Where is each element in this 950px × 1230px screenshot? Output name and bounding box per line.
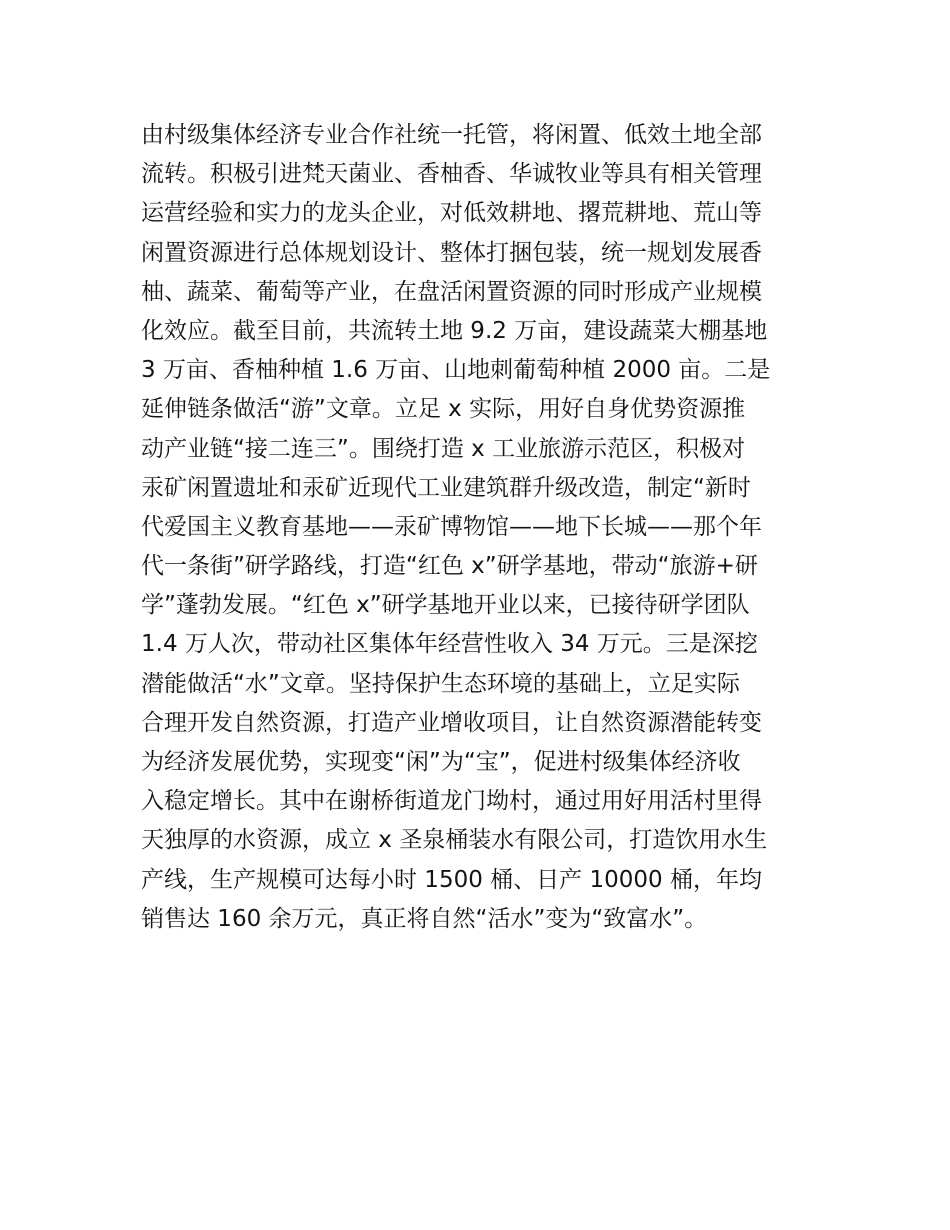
text-line-16: 合理开发自然资源，打造产业增收项目，让自然资源潜能转变 xyxy=(141,709,762,736)
text-line-6: 化效应。截至目前，共流转土地 9.2 万亩，建设蔬菜大棚基地 xyxy=(141,317,768,344)
text-line-13: 学”蓬勃发展。“红色 x”研学基地开业以来，已接待研学团队 xyxy=(141,592,750,619)
text-line-1: 由村级集体经济专业合作社统一托管，将闲置、低效土地全部 xyxy=(141,122,762,148)
body-paragraph xyxy=(141,116,821,939)
text-line-11: 代爱国主义教育基地——汞矿博物馆——地下长城——那个年 xyxy=(141,513,762,540)
text-line-8: 延伸链条做活“游”文章。立足 x 实际，用好自身优势资源推 xyxy=(141,396,746,423)
text-line-5: 柚、蔬菜、葡萄等产业，在盘活闲置资源的同时形成产业规模 xyxy=(141,278,762,305)
text-line-17: 为经济发展优势，实现变“闲”为“宝”，促进村级集体经济收 xyxy=(141,749,741,775)
text-line-12: 代一条街”研学路线，打造“红色 x”研学基地，带动“旅游+研 xyxy=(141,553,758,580)
text-line-3: 运营经验和实力的龙头企业，对低效耕地、撂荒耕地、荒山等 xyxy=(141,200,762,227)
text-line-14: 1.4 万人次，带动社区集体年经营性收入 34 万元。三是深挖 xyxy=(141,631,758,658)
text-line-7: 3 万亩、香柚种植 1.6 万亩、山地刺葡萄种植 2000 亩。二是 xyxy=(141,357,771,384)
text-line-18: 入稳定增长。其中在谢桥街道龙门坳村，通过用好用活村里得 xyxy=(141,788,762,815)
text-line-21: 销售达 160 余万元，真正将自然“活水”变为“致富水”。 xyxy=(141,905,708,932)
text-line-9: 动产业链“接二连三”。围绕打造 x 工业旅游示范区，积极对 xyxy=(141,435,746,462)
text-line-20: 产线，生产规模可达每小时 1500 桶、日产 10000 桶，年均 xyxy=(141,866,762,893)
text-line-10: 汞矿闲置遗址和汞矿近现代工业建筑群升级改造，制定“新时 xyxy=(141,474,751,501)
text-line-19: 天独厚的水资源，成立 x 圣泉桶装水有限公司，打造饮用水生 xyxy=(141,827,768,854)
text-line-4: 闲置资源进行总体规划设计、整体打捆包装，统一规划发展香 xyxy=(141,239,762,266)
text-line-15: 潜能做活“水”文章。坚持保护生态环境的基础上，立足实际 xyxy=(141,670,740,697)
text-line-2: 流转。积极引进梵天菌业、香柚香、华诚牧业等具有相关管理 xyxy=(141,161,762,188)
